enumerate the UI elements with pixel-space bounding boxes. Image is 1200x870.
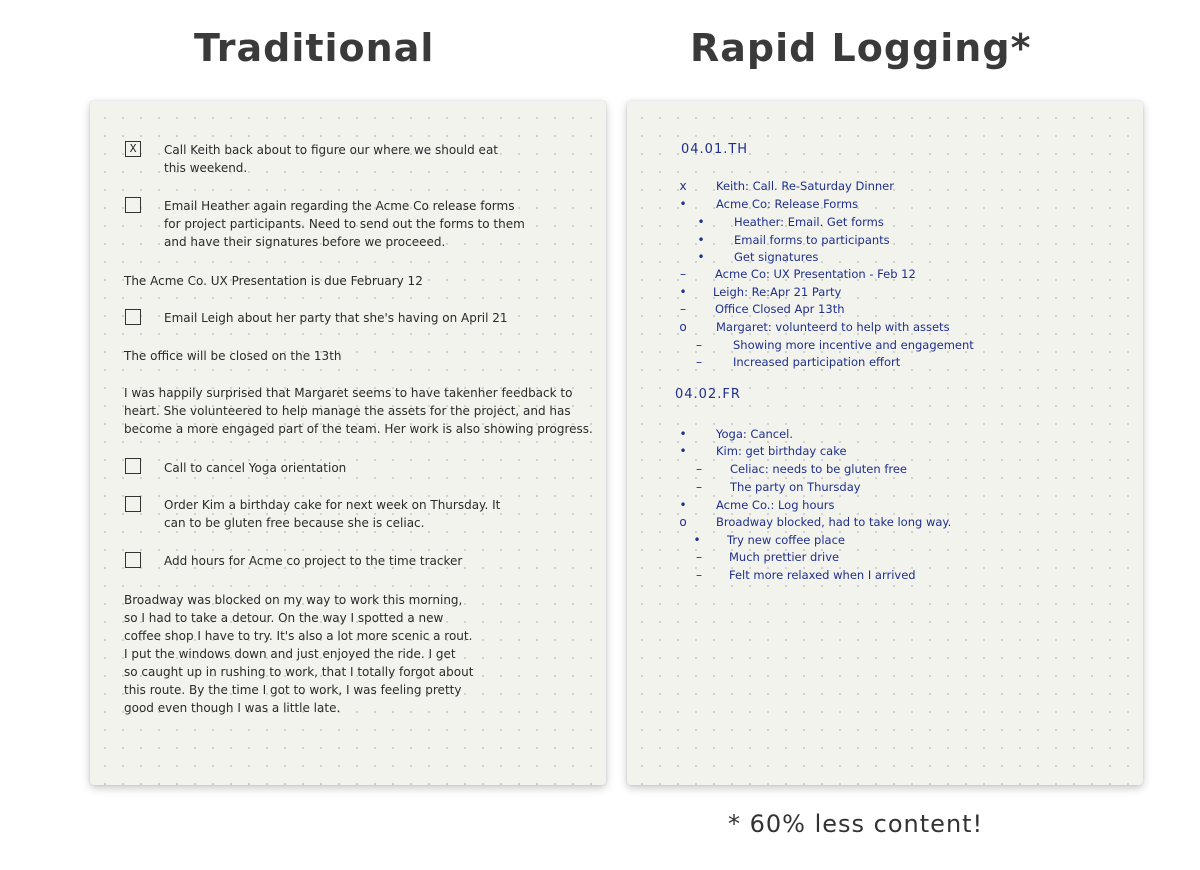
event-circle-symbol: o <box>679 320 687 334</box>
task-text: for project participants. Need to send out the forms to them <box>164 217 525 231</box>
log-entry: Kim: get birthday cake <box>716 444 847 458</box>
log-entry: Try new coffee place <box>727 533 845 547</box>
log-entry: Yoga: Cancel. <box>716 427 794 441</box>
task-checkbox[interactable] <box>125 309 141 325</box>
task-checkbox[interactable] <box>125 496 141 512</box>
paragraph-text: so caught up in rushing to work, that I totally forgot about <box>124 665 474 679</box>
task-checkbox[interactable] <box>125 197 141 213</box>
paragraph-text: coffee shop I have to try. It's also a lot more scenic a rout. <box>124 629 473 643</box>
task-complete-symbol: x <box>679 179 687 193</box>
note-dash-symbol: – <box>680 267 686 281</box>
paragraph-text: heart. She volunteered to help manage the assets for the project, and has <box>124 404 571 418</box>
log-entry: Acme Co.: Log hours <box>716 498 835 512</box>
task-text: Email Leigh about her party that she's having on April 21 <box>164 311 508 325</box>
task-checkbox[interactable] <box>125 552 141 568</box>
log-entry: Keith: Call. Re-Saturday Dinner <box>716 179 894 193</box>
task-text: Call Keith back about to figure our where we should eat <box>164 143 498 157</box>
task-checkbox[interactable] <box>125 458 141 474</box>
note-dash-symbol: – <box>696 480 702 494</box>
paragraph-text: Broadway was blocked on my way to work this morning, <box>124 593 463 607</box>
task-bullet-symbol: • <box>679 498 687 512</box>
paragraph-text: I was happily surprised that Margaret seems to have takenher feedback to <box>124 386 573 400</box>
note-dash-symbol: – <box>696 338 702 352</box>
date-heading: 04.02.FR <box>675 387 741 402</box>
task-bullet-symbol: • <box>693 533 701 547</box>
log-entry: Email forms to participants <box>734 233 890 247</box>
traditional-title: Traditional <box>194 26 435 70</box>
note-dash-symbol: – <box>696 550 702 564</box>
note-dash-symbol: – <box>696 355 702 369</box>
task-bullet-symbol: • <box>697 250 705 264</box>
log-entry: The party on Thursday <box>730 480 861 494</box>
paragraph-text: become a more engaged part of the team. Her work is also showing progress. <box>124 422 593 436</box>
note-text: The Acme Co. UX Presentation is due February 12 <box>124 274 423 288</box>
paragraph-text: this route. By the time I got to work, I was feeling pretty <box>124 683 462 697</box>
task-text: and have their signatures before we proceeed. <box>164 235 446 249</box>
log-entry: Felt more relaxed when I arrived <box>729 568 916 582</box>
log-entry: Heather: Email. Get forms <box>734 215 884 229</box>
footnote: * 60% less content! <box>728 810 984 838</box>
note-dash-symbol: – <box>696 462 702 476</box>
task-text: can to be gluten free because she is celiac. <box>164 516 425 530</box>
task-checkbox-checked[interactable]: X <box>125 141 141 157</box>
note-text: The office will be closed on the 13th <box>124 349 342 363</box>
log-entry: Showing more incentive and engagement <box>733 338 974 352</box>
rapid-logging-notebook-page <box>627 101 1143 785</box>
traditional-notebook-page <box>90 101 606 785</box>
log-entry: Much prettier drive <box>729 550 840 564</box>
log-entry: Margaret: volunteerd to help with assets <box>716 320 950 334</box>
log-entry: Celiac: needs to be gluten free <box>730 462 907 476</box>
event-circle-symbol: o <box>679 515 687 529</box>
note-dash-symbol: – <box>680 302 686 316</box>
date-heading: 04.01.TH <box>681 142 749 157</box>
note-dash-symbol: – <box>696 568 702 582</box>
task-text: this weekend. <box>164 161 248 175</box>
task-bullet-symbol: • <box>697 233 705 247</box>
task-bullet-symbol: • <box>697 215 705 229</box>
log-entry: Increased participation effort <box>733 355 901 369</box>
paragraph-text: so I had to take a detour. On the way I spotted a new <box>124 611 444 625</box>
task-text: Email Heather again regarding the Acme Co release forms <box>164 199 515 213</box>
task-bullet-symbol: • <box>679 197 687 211</box>
log-entry: Acme Co: Release Forms <box>716 197 859 211</box>
task-bullet-symbol: • <box>679 427 687 441</box>
task-text: Call to cancel Yoga orientation <box>164 461 347 475</box>
rapid-logging-title: Rapid Logging* <box>690 26 1032 70</box>
paragraph-text: I put the windows down and just enjoyed the ride. I get <box>124 647 456 661</box>
log-entry: Acme Co: UX Presentation - Feb 12 <box>715 267 916 281</box>
task-bullet-symbol: • <box>679 444 687 458</box>
task-bullet-symbol: • <box>679 285 687 299</box>
log-entry: Get signatures <box>734 250 819 264</box>
paragraph-text: good even though I was a little late. <box>124 701 341 715</box>
log-entry: Office Closed Apr 13th <box>715 302 845 316</box>
task-text: Add hours for Acme co project to the time tracker <box>164 554 463 568</box>
log-entry: Leigh: Re:Apr 21 Party <box>713 285 842 299</box>
task-text: Order Kim a birthday cake for next week on Thursday. It <box>164 498 501 512</box>
log-entry: Broadway blocked, had to take long way. <box>716 515 952 529</box>
